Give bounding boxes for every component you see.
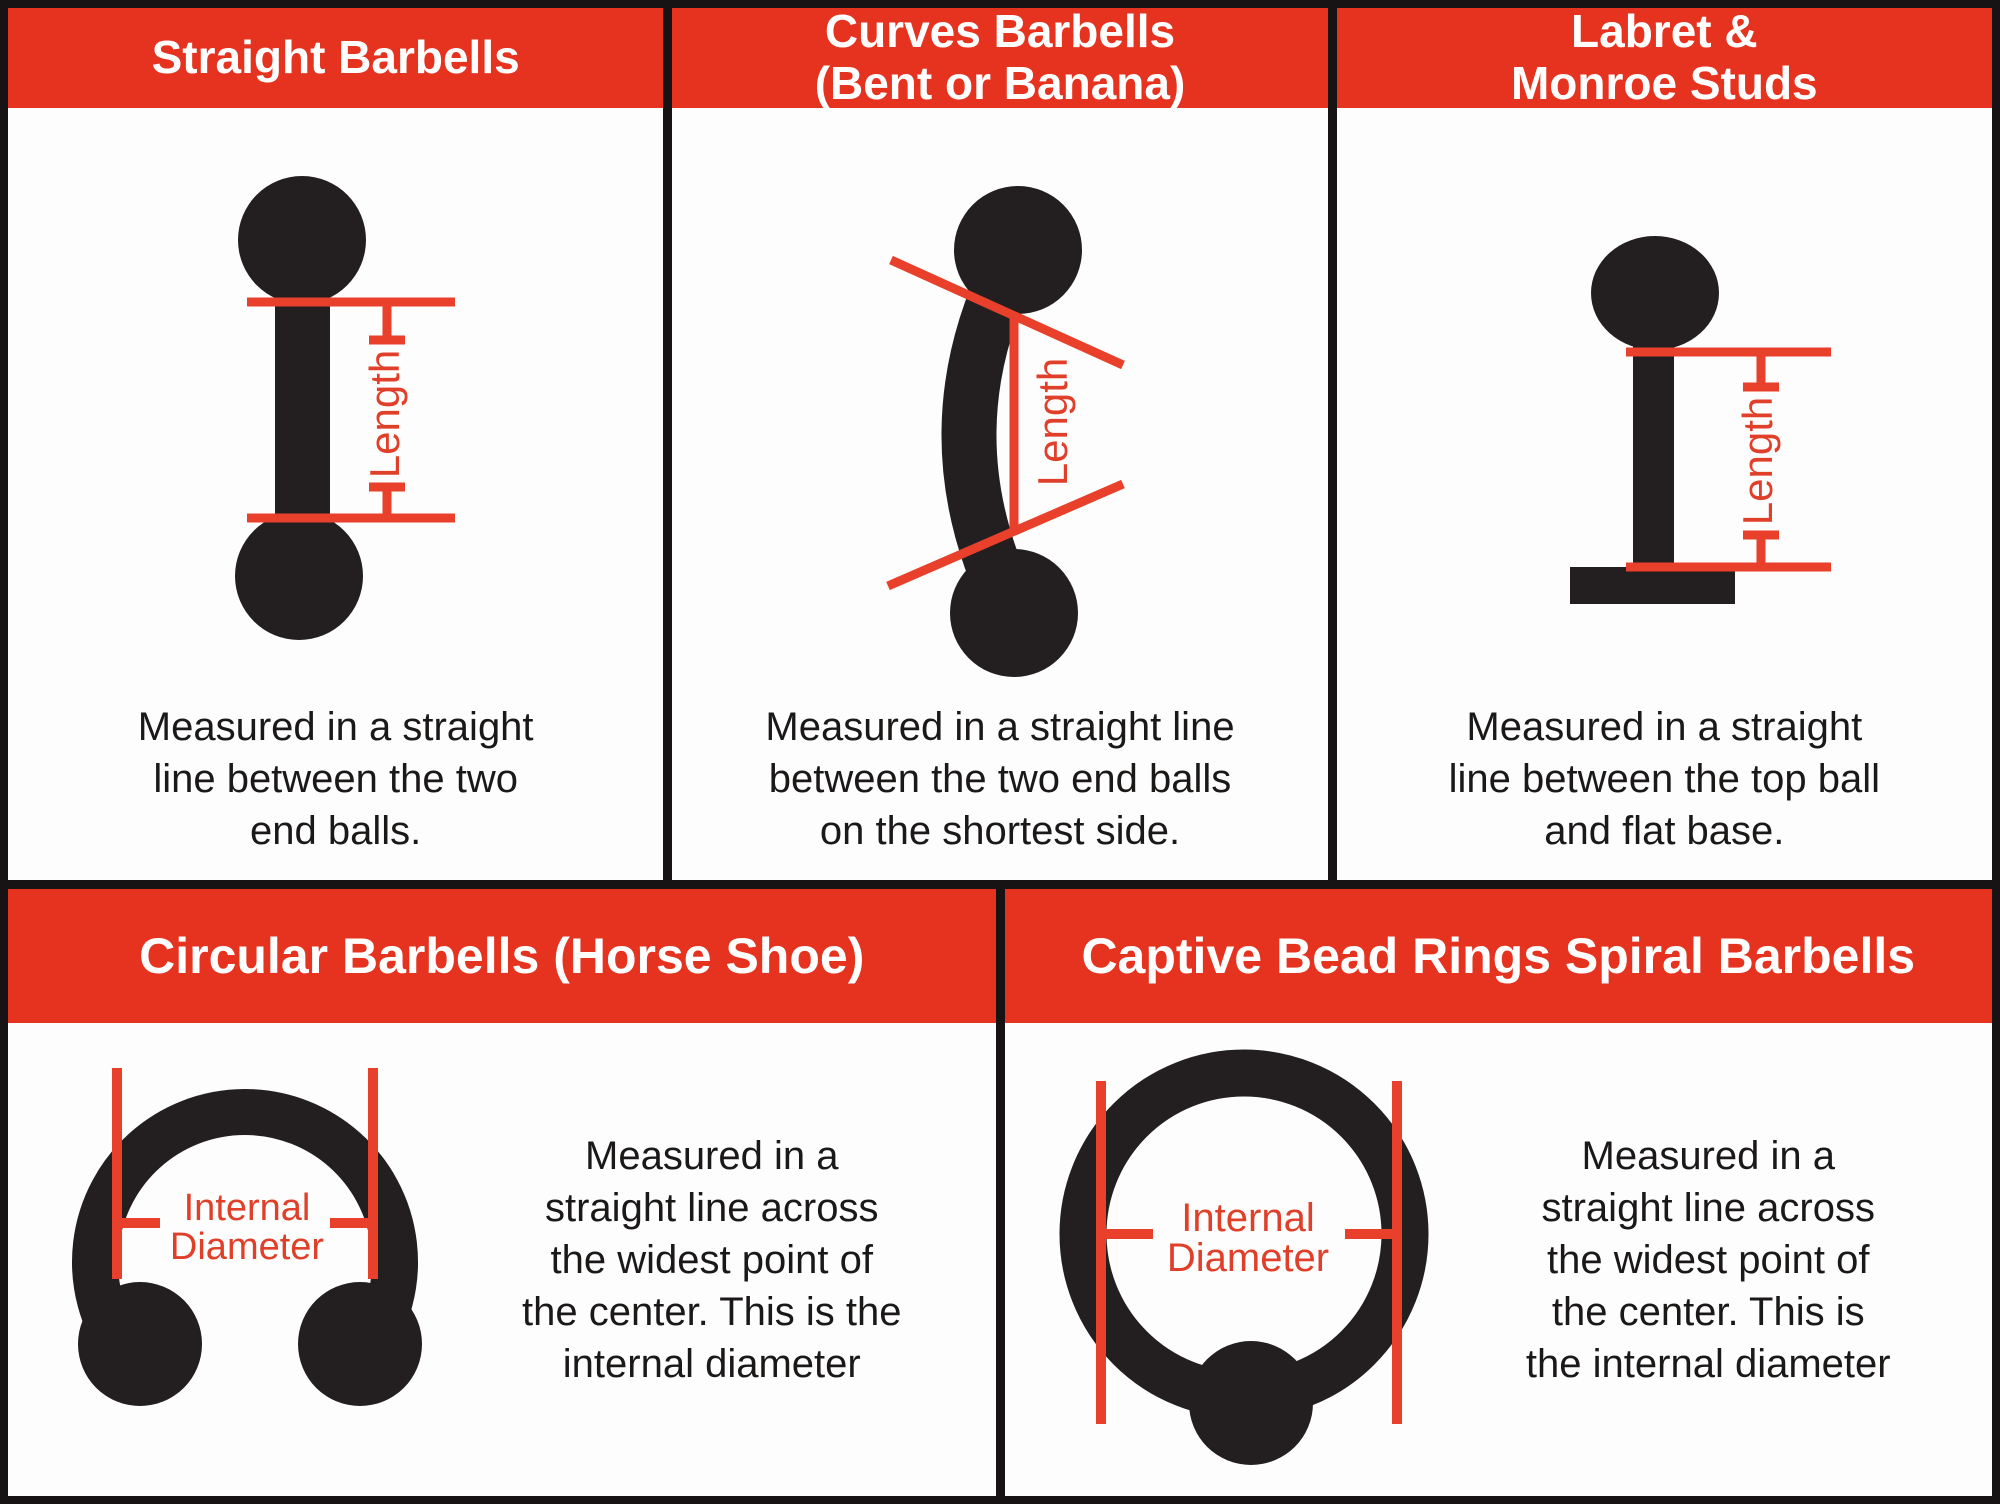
labret-stud-diagram bbox=[1337, 108, 1992, 678]
panel-description: Measured in a straight line across the widest point of the center. This is the internal diameter bbox=[522, 1133, 902, 1386]
top-row bbox=[8, 8, 1992, 880]
horseshoe-barbell-diagram bbox=[8, 1023, 478, 1487]
panel-circular-barbells bbox=[8, 889, 996, 1496]
panel-title: Captive Bead Rings Spiral Barbells bbox=[1005, 889, 1993, 1023]
curved-barbell-diagram bbox=[672, 108, 1327, 678]
internal-diameter-label-line1: Internal bbox=[1180, 1196, 1315, 1240]
panel-title: Labret & Monroe Studs bbox=[1337, 8, 1992, 108]
panel-curves-barbells bbox=[672, 8, 1327, 880]
panel-description: Measured in a straight line between the two end balls on the shortest side. bbox=[765, 705, 1235, 853]
length-label: Length bbox=[361, 349, 409, 479]
stud-flat-base bbox=[1570, 567, 1735, 604]
bottom-row bbox=[8, 889, 1992, 1496]
panel-description: Measured in a straight line between the top ball and flat base. bbox=[1448, 705, 1881, 853]
barbell-bottom-ball bbox=[235, 512, 363, 640]
panel-title: Straight Barbells bbox=[8, 8, 663, 108]
captive-bead bbox=[1189, 1341, 1313, 1465]
panel-content bbox=[8, 1023, 996, 1496]
panel-description: Measured in a straight line across the widest point of the center. This is the internal diameter bbox=[1525, 1133, 1891, 1386]
panel-labret-monroe-studs bbox=[1337, 8, 1992, 880]
panel-content bbox=[1005, 1023, 1993, 1496]
panel-title: Curves Barbells (Bent or Banana) bbox=[672, 8, 1327, 108]
internal-diameter-label-line1: Internal bbox=[183, 1187, 311, 1229]
internal-diameter-label-line2: Diameter bbox=[1166, 1236, 1329, 1280]
panel-captive-bead-rings bbox=[1005, 889, 1993, 1496]
horseshoe-right-ball bbox=[298, 1282, 422, 1406]
stud-top-ball bbox=[1591, 236, 1719, 350]
length-dimension-lines bbox=[888, 260, 1123, 586]
panel-title: Circular Barbells (Horse Shoe) bbox=[8, 889, 996, 1023]
horseshoe-left-ball bbox=[78, 1282, 202, 1406]
panel-straight-barbells bbox=[8, 8, 663, 880]
length-label: Length bbox=[1029, 357, 1077, 487]
captive-bead-ring-diagram bbox=[1005, 1023, 1475, 1487]
length-label: Length bbox=[1733, 396, 1781, 526]
panel-description: Measured in a straight line between the two end balls. bbox=[137, 705, 534, 853]
barbell-bottom-ball bbox=[950, 549, 1078, 677]
straight-barbell-diagram bbox=[8, 108, 663, 678]
internal-diameter-label-line2: Diameter bbox=[169, 1226, 325, 1268]
barbell-top-ball bbox=[238, 176, 366, 304]
